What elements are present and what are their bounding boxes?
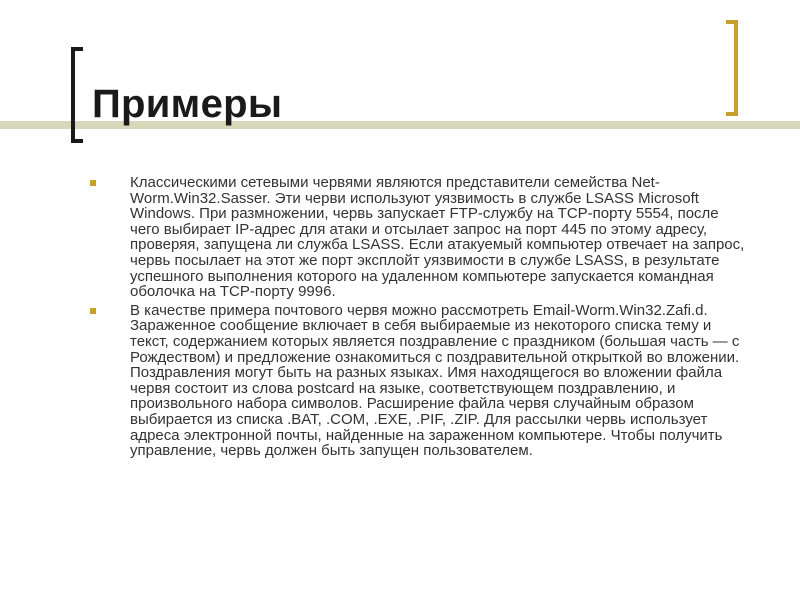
bullet-list (88, 175, 748, 459)
square-bullet-icon (90, 308, 96, 314)
bullet-item-sasser (88, 175, 748, 300)
bullet-text: В качестве примера почтового червя можно рассмотреть Email-Worm.Win32.Zafi.d. Зараженное сообщение включает в себя выбираемые из некоторого списка тему и текст, содержанием которых является поздравление с праздником (большая часть — с Рождеством) и предложение ознакомиться с поздравительной открыткой во вложении. Поздравления могут быть на разных языках. Имя находящегося во вложении файла червя состоит из слова postcard на языке, соответствующем поздравлению, и произвольного набора символов. Расширение файла червя случайным образом выбирается из списка .BAT, .COM, .EXE, .PIF, .ZIP. Для рассылки червь использует адреса электронной почты, найденные на зараженном компьютере. Чтобы получить управление, червь должен быть запущен пользователем. (130, 301, 740, 460)
right-bracket-decoration (726, 20, 738, 116)
bullet-item-zafi (88, 303, 748, 459)
slide-content (88, 175, 748, 459)
left-bracket-decoration (71, 47, 83, 143)
bullet-text: Классическими сетевыми червями являются представители семейства Net-Worm.Win32.Sasser. Эти черви используют уязвимость в службе LSASS Microsoft Windows. При размножении, червь запускает FTP-службу на TCP-порту 5554, после чего выбирает IP-адрес для атаки и отсылает запрос на порт 445 по этому адресу, проверяя, запущена ли служба LSASS. Если атакуемый компьютер отвечает на запрос, червь посылает на этот же порт эксплойт уязвимости в службе LSASS, в результате успешного выполнения которого на удаленном компьютере запускается командная оболочка на TCP-порту 9996. (130, 174, 745, 301)
square-bullet-icon (90, 180, 96, 186)
slide-title: Примеры (92, 82, 283, 126)
